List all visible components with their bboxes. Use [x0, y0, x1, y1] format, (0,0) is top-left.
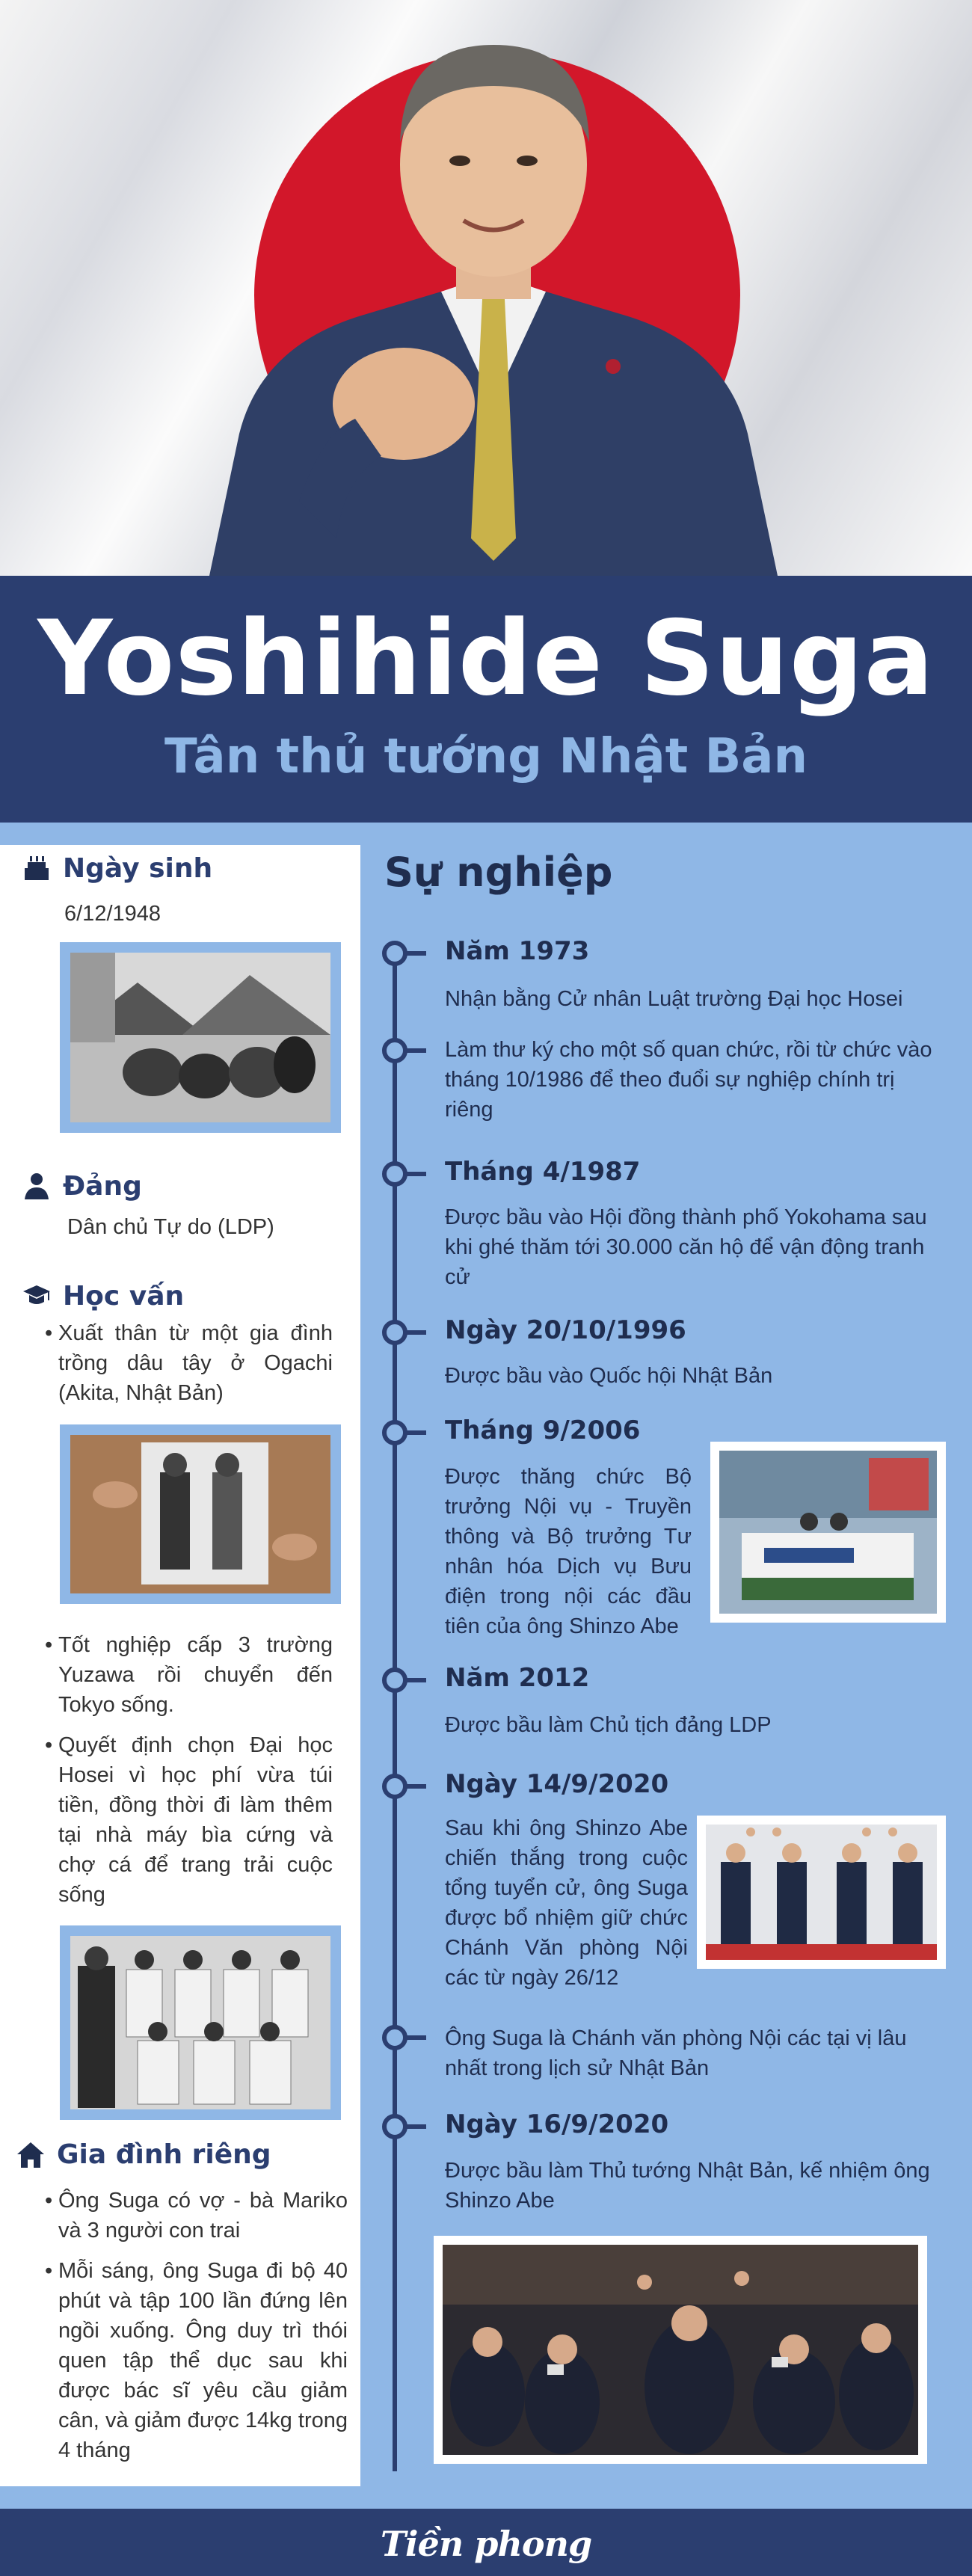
- event-text: Được bầu vào Hội đồng thành phố Yokohama sau khi ghé thăm tới 30.000 căn hộ để vận động tranh cử: [445, 1205, 927, 1289]
- event-text: Nhận bằng Cử nhân Luật trường Đại học Hosei: [445, 987, 903, 1011]
- party-label: Đảng: [63, 1170, 142, 1202]
- timeline-connector: [404, 951, 426, 956]
- footer: [0, 2509, 972, 2576]
- event-date: Ngày 14/9/2020: [445, 1769, 669, 1799]
- education-label: Học vấn: [63, 1280, 185, 1312]
- timeline-connector: [404, 1172, 426, 1176]
- event-text: Được bầu làm Chủ tịch đảng LDP: [445, 1713, 772, 1737]
- title-banner: [0, 576, 972, 823]
- childhood-photo-frame: [60, 942, 341, 1133]
- childhood-photo: [70, 953, 330, 1122]
- event-text: Được thăng chức Bộ trưởng Nội vụ - Truyền thông và Bộ trưởng Tư nhân hóa Dịch vụ Bưu điện trong nội các đầu tiên của ông Shinzo Abe: [445, 1465, 692, 1638]
- list-item: • Quyết định chọn Đại học Hosei vì học phí vừa túi tiền, đồng thời đi làm thêm tại nhà máy bìa cứng và chợ cá để trang trải cuộc sống: [45, 1730, 333, 1910]
- event-text: Sau khi ông Shinzo Abe chiến thắng trong cuộc tổng tuyển cử, ông Suga được bổ nhiệm giữ chức Chánh Văn phòng Nội các từ ngày 26/12: [445, 1816, 688, 1990]
- event-text: Ông Suga là Chánh văn phòng Nội các tại vị lâu nhất trong lịch sử Nhật Bản: [445, 2026, 907, 2080]
- list-item: • Ông Suga có vợ - bà Mariko và 3 người con trai: [45, 2186, 348, 2245]
- family-photo-frame: [60, 1424, 341, 1604]
- family-list: [45, 2186, 348, 2476]
- party-value: Dân chủ Tự do (LDP): [67, 1215, 274, 1239]
- career-title: Sự nghiệp: [384, 849, 613, 896]
- campaign-photo: [719, 1451, 937, 1614]
- school-photo-frame: [60, 1925, 341, 2120]
- page-subtitle: Tân thủ tướng Nhật Bản: [164, 729, 808, 784]
- election-photo-frame: [434, 2236, 927, 2464]
- timeline-connector: [404, 1430, 426, 1435]
- timeline-connector: [404, 1678, 426, 1682]
- page-title: Yoshihide Suga: [37, 598, 935, 719]
- parliament-photo: [443, 2245, 918, 2455]
- event-text: Được bầu vào Quốc hội Nhật Bản: [445, 1364, 773, 1388]
- list-item: • Mỗi sáng, ông Suga đi bộ 40 phút và tập 100 lần đứng lên ngồi xuống. Ông duy trì thói quen tập thể dục sau khi được bác sĩ yêu cầu giảm cân, và giảm được 14kg trong 4 tháng: [45, 2256, 348, 2465]
- victory-photo-frame: [697, 1816, 946, 1969]
- birth-heading: [21, 852, 212, 884]
- school-team-photo: [70, 1936, 330, 2109]
- family-photo: [70, 1435, 330, 1593]
- timeline-connector: [404, 1784, 426, 1789]
- ministry-photo-frame: [710, 1442, 946, 1623]
- event-date: Ngày 20/10/1996: [445, 1315, 686, 1345]
- house-icon: [15, 2139, 46, 2170]
- event-date: Tháng 4/1987: [445, 1157, 641, 1187]
- timeline-connector: [404, 2035, 426, 2040]
- family-label: Gia đình riêng: [57, 2139, 271, 2170]
- education-heading: [21, 1280, 184, 1312]
- event-date: Năm 1973: [445, 936, 590, 966]
- education-list-1: [45, 1318, 333, 1418]
- person-icon: [21, 1170, 52, 1202]
- party-heading: [21, 1170, 142, 1202]
- timeline-connector: [404, 2124, 426, 2129]
- event-date: Tháng 9/2006: [445, 1415, 641, 1445]
- timeline-connector: [404, 1330, 426, 1335]
- hero-image: [0, 0, 972, 576]
- event-date: Ngày 16/9/2020: [445, 2109, 669, 2139]
- birth-value: 6/12/1948: [64, 902, 162, 926]
- birthday-cake-icon: [21, 852, 52, 884]
- birth-label: Ngày sinh: [63, 852, 213, 884]
- education-list-2: [45, 1630, 333, 1920]
- portrait-photo: [194, 15, 793, 576]
- event-text: Làm thư ký cho một số quan chức, rồi từ chức vào tháng 10/1986 để theo đuổi sự nghiệp chính trị riêng: [445, 1038, 932, 1122]
- timeline-connector: [404, 1048, 426, 1053]
- publisher-logo: Tiền phong: [380, 2524, 592, 2564]
- graduation-cap-icon: [21, 1280, 52, 1312]
- list-item: • Tốt nghiệp cấp 3 trường Yuzawa rồi chuyển đến Tokyo sống.: [45, 1630, 333, 1720]
- list-item: • Xuất thân từ một gia đình trồng dâu tây ở Ogachi (Akita, Nhật Bản): [45, 1318, 333, 1408]
- family-heading: [15, 2139, 271, 2170]
- event-text: Được bầu làm Thủ tướng Nhật Bản, kế nhiệm ông Shinzo Abe: [445, 2159, 930, 2213]
- politicians-photo: [706, 1825, 937, 1960]
- event-date: Năm 2012: [445, 1663, 590, 1693]
